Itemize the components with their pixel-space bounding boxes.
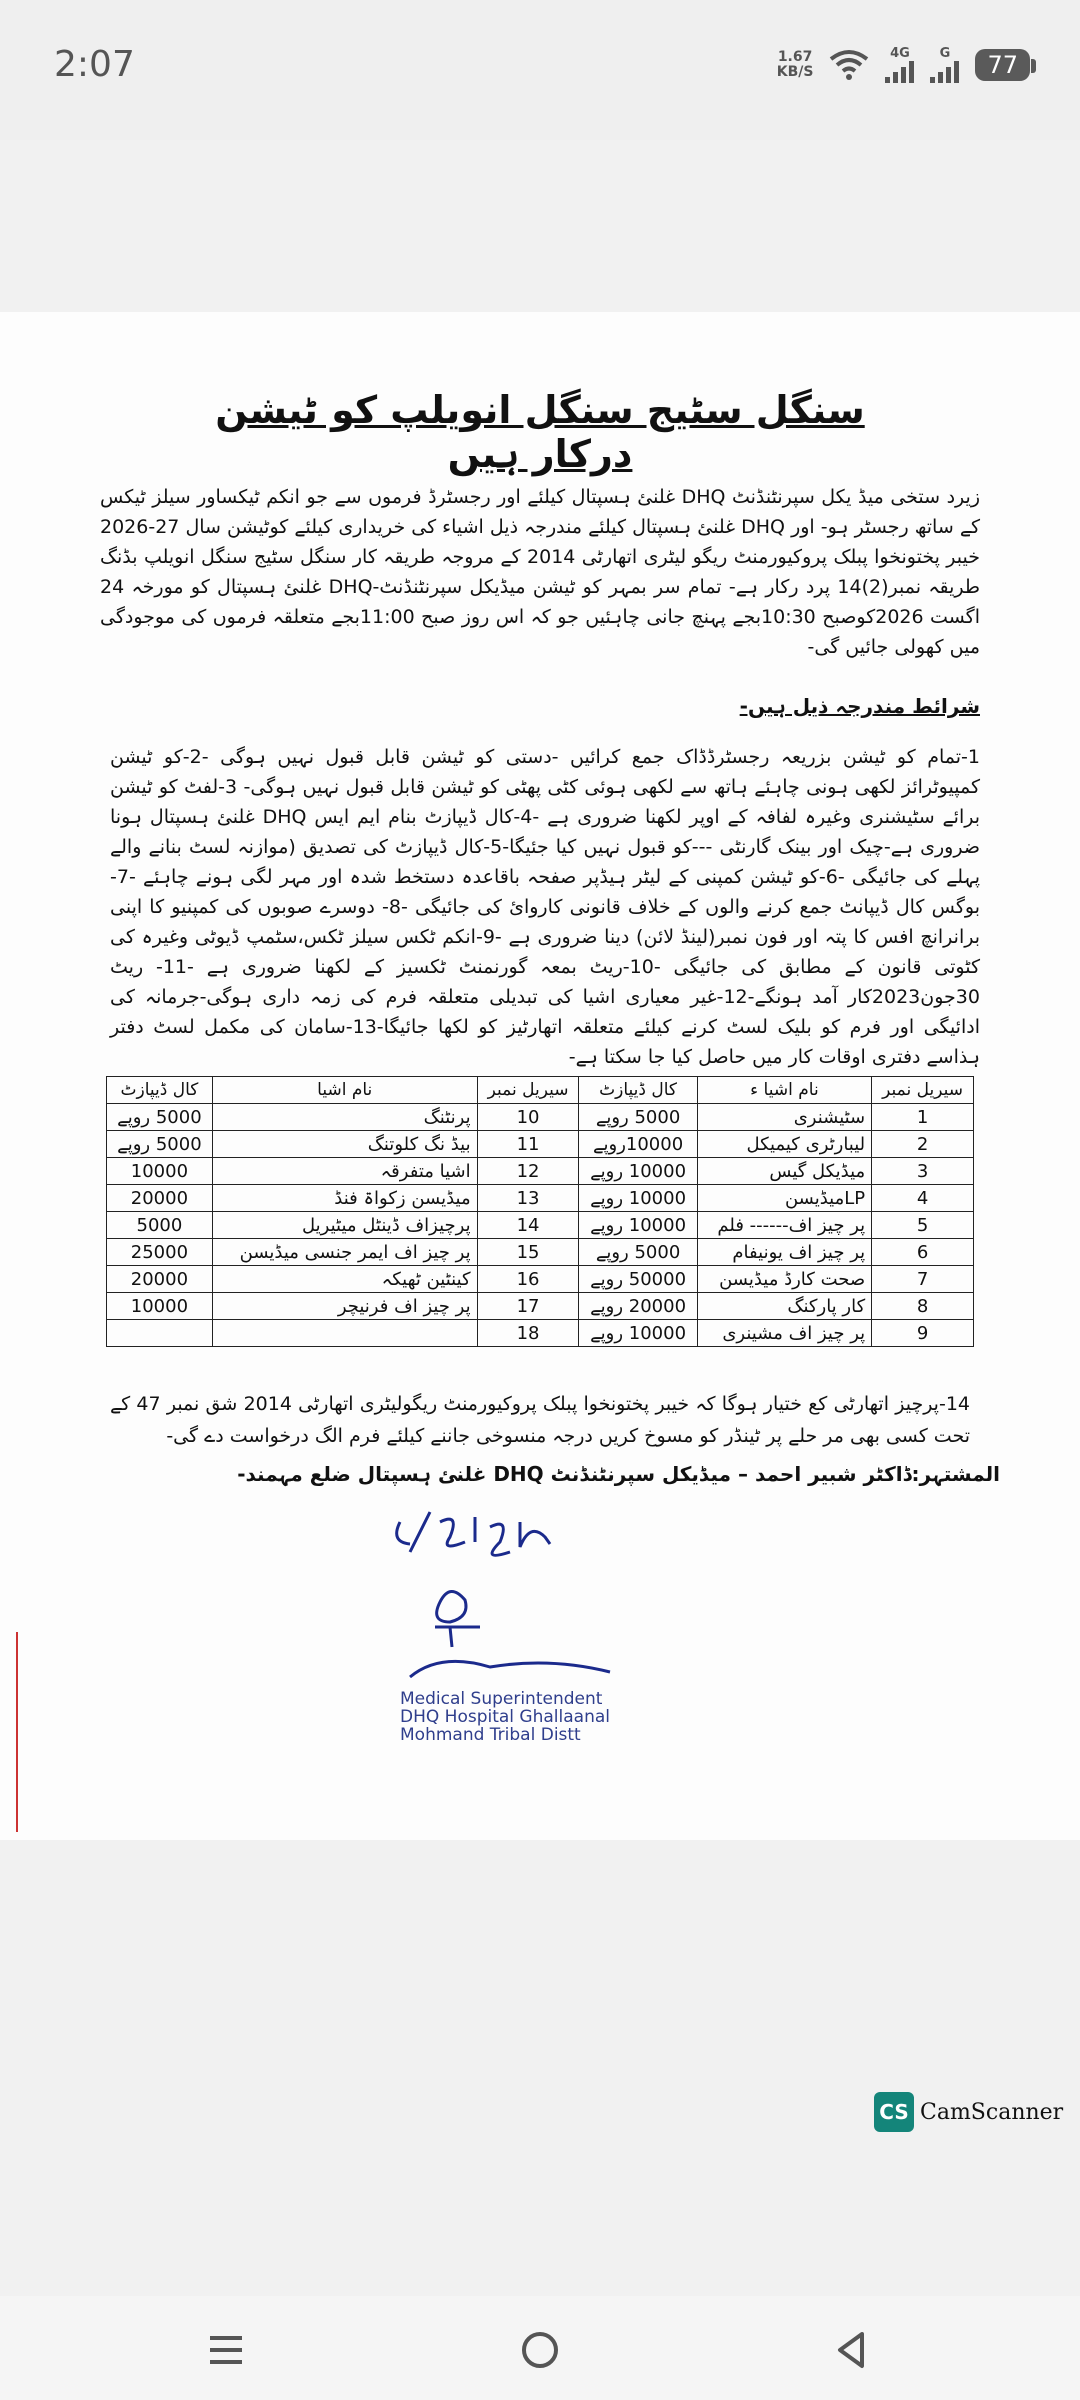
table-cell: پر چیز اف ایمر جنسی میڈیسن [212, 1239, 477, 1266]
table-cell: میڈیکل گیس [697, 1158, 871, 1185]
publisher-line: المشتہر:ڈاکٹر شبیر احمد – میڈیکل سپرنٹنڈنٹ DHQ غلنئ ہسپتال ضلع مہمند- [237, 1462, 1000, 1486]
table-cell: میڈیسن زکواۃ فنڈ [212, 1185, 477, 1212]
table-header: سیریل نمبر [872, 1077, 974, 1104]
items-table [106, 1076, 974, 1347]
battery-icon: 77 [975, 49, 1030, 81]
intro-paragraph: زیرد ستخی میڈ یکل سپرنٹنڈنٹ DHQ غلنئ ہسپتال کیلئے اور رجسٹرڈ فرموں سے جو انکم ٹیکساور سیلز ٹیکس کے ساتھ رجسٹر ہو- اور DHQ غلنئ ہسپتال کیلئے مندرجہ ذیل اشیاء کی خریداری کیلئے کوٹیشن سال 27-2026 خیبر پختونخوا پبلک پروکیورمنٹ ریگو لیٹری اتھارٹی 2014 کے مروجہ طریقہ کار سنگل سٹیج سنگل انویلپ بڈنگ طریقہ نمبر(2)14 پرد رکار ہے- تمام سر بمہر کو ٹیشن میڈیکل سپرنٹنڈنٹ-DHQ غلنئ ہسپتال کو مورخہ 24 اگست 2026کوصبح 10:30بجے پہنچ جانی چاہئیں جو کہ اس روز صبح 11:00بجے متعلقہ فرموں کی موجودگی میں کھولی جائیں گی- [100, 486, 980, 658]
signal-icon: G [930, 46, 959, 83]
back-icon[interactable] [822, 2326, 882, 2374]
network-speed: 1.67 KB/S [776, 48, 814, 80]
table-header-row [107, 1077, 974, 1104]
table-cell: پر چیز اف یونیفام [697, 1239, 871, 1266]
table-cell: 5000 روپے [107, 1131, 213, 1158]
table-cell: 10000 روپے [579, 1212, 697, 1239]
table-row [107, 1185, 974, 1212]
table-cell: 15 [477, 1239, 579, 1266]
document-title: سنگل سٹیج سنگل انویلپ کو ٹیشن درکار ہیں [215, 388, 865, 476]
table-cell: 5 [872, 1212, 974, 1239]
table-cell: پر چیز اف فرنیچر [212, 1293, 477, 1320]
status-time: 2:07 [54, 44, 135, 85]
official-stamp: Medical Superintendent DHQ Hospital Ghallaanal Mohmand Tribal Distt [400, 1689, 610, 1745]
table-cell: اشیا متفرقہ [212, 1158, 477, 1185]
document-page[interactable] [0, 312, 1080, 2125]
table-row [107, 1212, 974, 1239]
table-cell: 17 [477, 1293, 579, 1320]
table-cell: 16 [477, 1266, 579, 1293]
status-indicators [777, 46, 1030, 83]
table-cell: 10 [477, 1104, 579, 1131]
table-cell: پرچیزاف ڈینٹل میٹیریل [212, 1212, 477, 1239]
table-row [107, 1320, 974, 1347]
table-row [107, 1293, 974, 1320]
table-cell: 1 [872, 1104, 974, 1131]
table-header: نام اشیا ء [697, 1077, 871, 1104]
table-cell: 10000 [107, 1158, 213, 1185]
table-header: سیریل نمبر [477, 1077, 579, 1104]
signal-icon: 4G [885, 46, 914, 83]
table-cell: 12 [477, 1158, 579, 1185]
table-cell: صحت کارڈ میڈیسن [697, 1266, 871, 1293]
status-bar [0, 0, 1080, 140]
table-row [107, 1131, 974, 1158]
wifi-icon [829, 49, 869, 81]
footer-note: 14-پرچیز اتھارٹی کع ختیار ہوگا کہ خیبر پختونخوا پبلک پروکیورمنٹ ریگولیٹری اتھارٹی 2014 شق نمبر 47 کے تحت کسی بھی مر حلے پر ٹینڈر کو مسوخ کریں درجہ منسوخی جاننے کیلئے فرم الگ درخواست دے گی- [110, 1393, 971, 1447]
table-cell: کار پارکنگ [697, 1293, 871, 1320]
navigation-bar [0, 2296, 1080, 2400]
conditions-paragraph: 1-تمام کو ٹیشن بزریعہ رجسٹرڈڈاک جمع کرائیں -دستی کو ٹیشن قابل قبول نہیں ہوگی -2-کو ٹیشن کمپیوٹرائز لکھی ہونی چاہئے ہاتھ سے لکھی ہوئی کٹی پھٹی کو ٹیشن قابل قبول نہیں ہوگی- 3-لفٹ کو ٹیشن برائے سٹیشنری وغیرہ لفافہ کے اوپر لکھنا ضروری ہے -4-کال ڈیپازٹ بنام ایم ایس DHQ غلنئ ہسپتال ہونا ضروری ہے-چیک اور بینک گارنٹی ---کو قبول نہیں کیا جئیگا-5-کال ڈیپازٹ کی تصدیق (موازنہ لسٹ بنانے والے پہلے کی جائیگی -6-کو ٹیشن کمپنی کے لیٹر ہیڈپر صفحہ باقاعدہ دستخط شدہ اور مہر لگی ہونے چاہئے -7- بوگس کال ڈیپانٹ جمع کرنے والوں کے خلاف قانونی کاروائ کی جائیگی -8- دوسرے صوبوں کی کمپنیو کا اپنی برانرانچ افس کا پتہ اور فون نمبر(لینڈ لائن) دینا ضروری ہے -9-انکم ٹکس سیلز ٹکس،سٹمپ ڈیوٹی وغیرہ کی کٹوتی قانون کے مطابق کی جائیگی -10-ریٹ بمعہ گورنمنٹ ٹکسیز کے لکھنا ضروری ہے -11- ریٹ 30جون2023کار آمد ہونگے-12-غیر معیاری اشیا کی تبدیلی متعلقہ فرم کی زمہ داری ہوگی-جرمانہ کی ادائیگی اور فرم کو بلیک لسٹ کرنے کیلئے متعلقہ اتھارٹیز کو لکھا جائیگا-13-سامان کی مکمل لسٹ دفتر ہذاسے دفتری اوقات کار میں حاصل کیا جا سکتا ہے- [110, 746, 981, 1068]
table-row [107, 1266, 974, 1293]
table-cell: 10000 [107, 1293, 213, 1320]
table-cell: 6 [872, 1239, 974, 1266]
table-cell [212, 1320, 477, 1347]
table-row [107, 1239, 974, 1266]
table-cell: 20000 روپے [579, 1293, 697, 1320]
recents-icon[interactable] [196, 2326, 256, 2374]
table-cell: 25000 [107, 1239, 213, 1266]
table-cell: 10000 روپے [579, 1185, 697, 1212]
table-cell: کینٹین ٹھیکہ [212, 1266, 477, 1293]
table-cell: لیبارٹری کیمیکل [697, 1131, 871, 1158]
table-cell: پر چیز اف مشینری [697, 1320, 871, 1347]
table-cell: سٹیشنری [697, 1104, 871, 1131]
table-cell: پر چیز اف------ فلم [697, 1212, 871, 1239]
table-cell: 4 [872, 1185, 974, 1212]
camscanner-label: CamScanner [920, 2099, 1064, 2125]
table-cell: 10000 روپے [579, 1158, 697, 1185]
table-header: نام اشیا [212, 1077, 477, 1104]
table-cell: 13 [477, 1185, 579, 1212]
conditions-heading: شرائط مندرجہ ذیل ہیں- [739, 694, 980, 718]
table-cell: پرنٹنگ [212, 1104, 477, 1131]
table-cell: 9 [872, 1320, 974, 1347]
table-cell: 8 [872, 1293, 974, 1320]
table-cell: 3 [872, 1158, 974, 1185]
table-cell: 18 [477, 1320, 579, 1347]
scan-edge [16, 1632, 18, 1832]
table-cell: بیڈ نگ کلوتنگ [212, 1131, 477, 1158]
table-cell: 10000 روپے [579, 1320, 697, 1347]
table-cell: 11 [477, 1131, 579, 1158]
table-cell: 7 [872, 1266, 974, 1293]
table-row [107, 1158, 974, 1185]
table-cell: 14 [477, 1212, 579, 1239]
table-cell: 50000 روپے [579, 1266, 697, 1293]
table-cell: 20000 [107, 1266, 213, 1293]
table-cell: 2 [872, 1131, 974, 1158]
table-cell: 5000 روپے [107, 1104, 213, 1131]
camscanner-logo-icon: CS [874, 2092, 914, 2132]
table-cell: 5000 روپے [579, 1104, 697, 1131]
home-icon[interactable] [510, 2326, 570, 2374]
table-row [107, 1104, 974, 1131]
table-cell: 5000 روپے [579, 1239, 697, 1266]
table-header: کال ڈیپازٹ [107, 1077, 213, 1104]
camscanner-watermark [874, 2092, 1063, 2132]
table-cell: 20000 [107, 1185, 213, 1212]
table-header: کال ڈیپازٹ [579, 1077, 697, 1104]
table-cell: LPمیڈیسن [697, 1185, 871, 1212]
table-cell: 10000روپے [579, 1131, 697, 1158]
table-cell: 5000 [107, 1212, 213, 1239]
table-cell [107, 1320, 213, 1347]
